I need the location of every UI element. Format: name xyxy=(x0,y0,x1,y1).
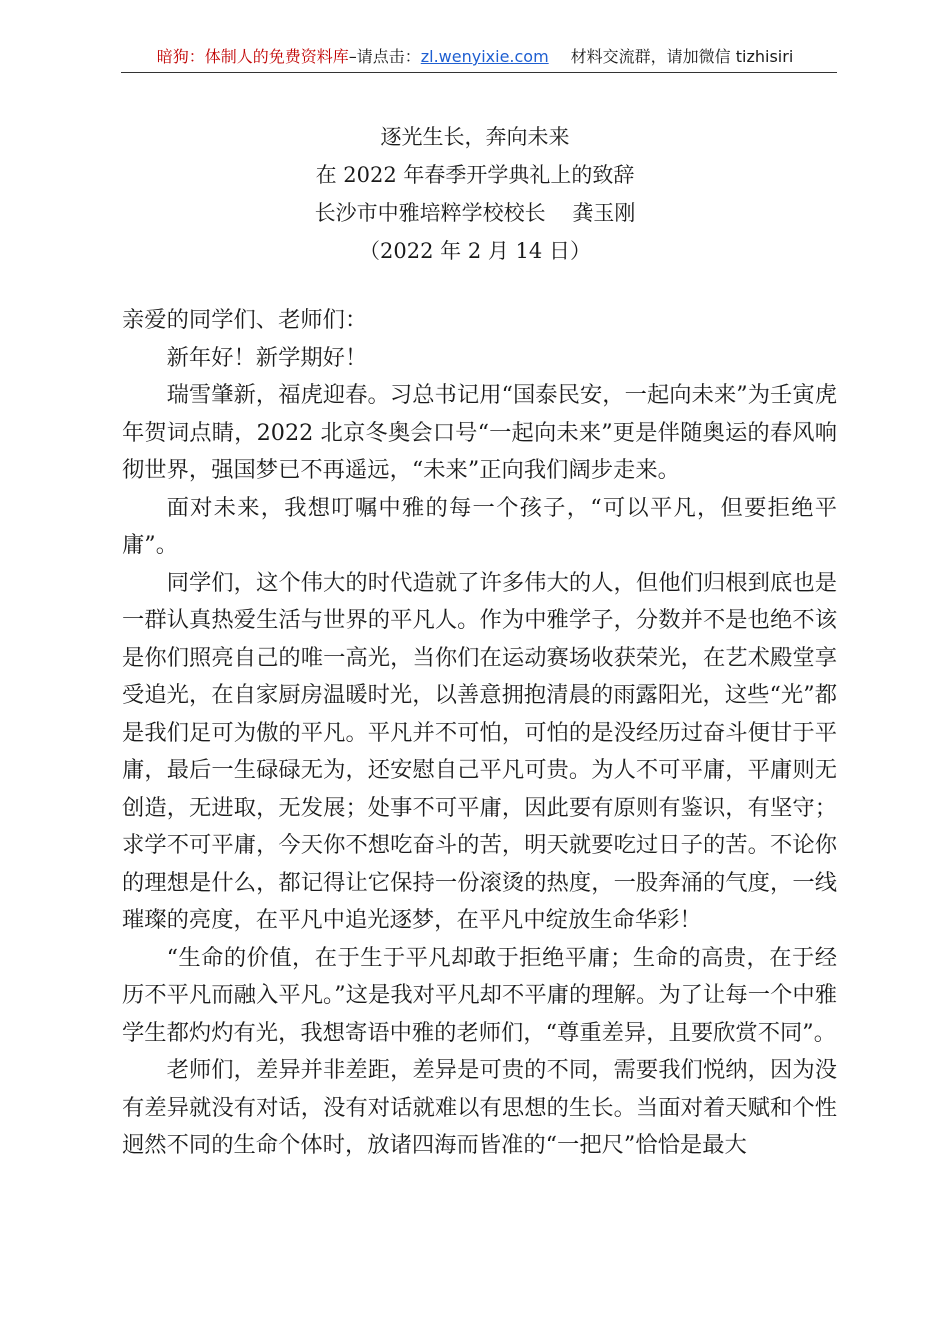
paragraph: 新年好！新学期好！ xyxy=(166,344,368,371)
paragraph: 瑞雪肇新，福虎迎春。习总书记用“国泰民安，一起向未来”为壬寅虎年贺词点睛，2022 北京冬奥会口号“一起向未来”更是伴随奥运的春风响彻世界，强国梦已不再遥远，“未来”正向我们阔步走来。 xyxy=(122,382,837,483)
salutation: 亲爱的同学们、老师们： xyxy=(122,307,368,333)
header-divider xyxy=(121,72,837,73)
header-group-info: 材料交流群，请加微信 tizhisiri xyxy=(570,47,794,66)
header-link[interactable]: zl.wenyixie.com xyxy=(420,47,549,66)
paragraph: 同学们，这个伟大的时代造就了许多伟大的人，但他们归根到底也是一群认真热爱生活与世界的平凡人。作为中雅学子，分数并不是也绝不该是你们照亮自己的唯一高光，当你们在运动赛场收获荣光，在艺术殿堂享受追光，在自家厨房温暖时光，以善意拥抱清晨的雨露阳光，这些“光”都是我们足可为傲的平凡。平凡并不可怕，可怕的是没经历过奋斗便甘于平庸，最后一生碌碌无为，还安慰自己平凡可贵。为人不可平庸，平庸则无创造，无进取，无发展；处事不可平庸，因此要有原则有鉴识，有坚守；求学不可平庸，今天你不想吃奋斗的苦，明天就要吃过日子的苦。不论你的理想是什么，都记得让它保持一份滚烫的热度，一股奔涌的气度，一线璀璨的亮度，在平凡中追光逐梦，在平凡中绽放生命华彩！ xyxy=(122,569,837,933)
paragraph: 老师们，差异并非差距，差异是可贵的不同，需要我们悦纳，因为没有差异就没有对话，没有对话就难以有思想的生长。当面对着天赋和个性迥然不同的生命个体时，放诸四海而皆准的“一把尺”恰恰是最大 xyxy=(122,1057,837,1158)
page-header xyxy=(0,46,950,68)
document-subtitle: 在 2022 年春季开学典礼上的致辞 xyxy=(315,163,635,187)
header-brand: 暗狗：体制人的免费资料库 xyxy=(156,47,349,66)
document-title: 逐光生长，奔向未来 xyxy=(380,125,570,149)
title-block xyxy=(0,118,950,270)
speech-body xyxy=(122,302,837,1165)
document-author: 长沙市中雅培粹学校校长 龚玉刚 xyxy=(314,201,636,225)
document-date: （2022 年 2 月 14 日） xyxy=(359,239,591,263)
header-prompt: –请点击： xyxy=(348,47,421,66)
paragraph: “生命的价值，在于生于平凡却敢于拒绝平庸；生命的高贵，在于经历不平凡而融入平凡。”这是我对平凡却不平庸的理解。为了让每一个中雅学生都灼灼有光，我想寄语中雅的老师们，“尊重差异，且要欣赏不同”。 xyxy=(122,944,837,1046)
paragraph: 面对未来，我想叮嘱中雅的每一个孩子，“可以平凡，但要拒绝平庸”。 xyxy=(122,494,837,558)
